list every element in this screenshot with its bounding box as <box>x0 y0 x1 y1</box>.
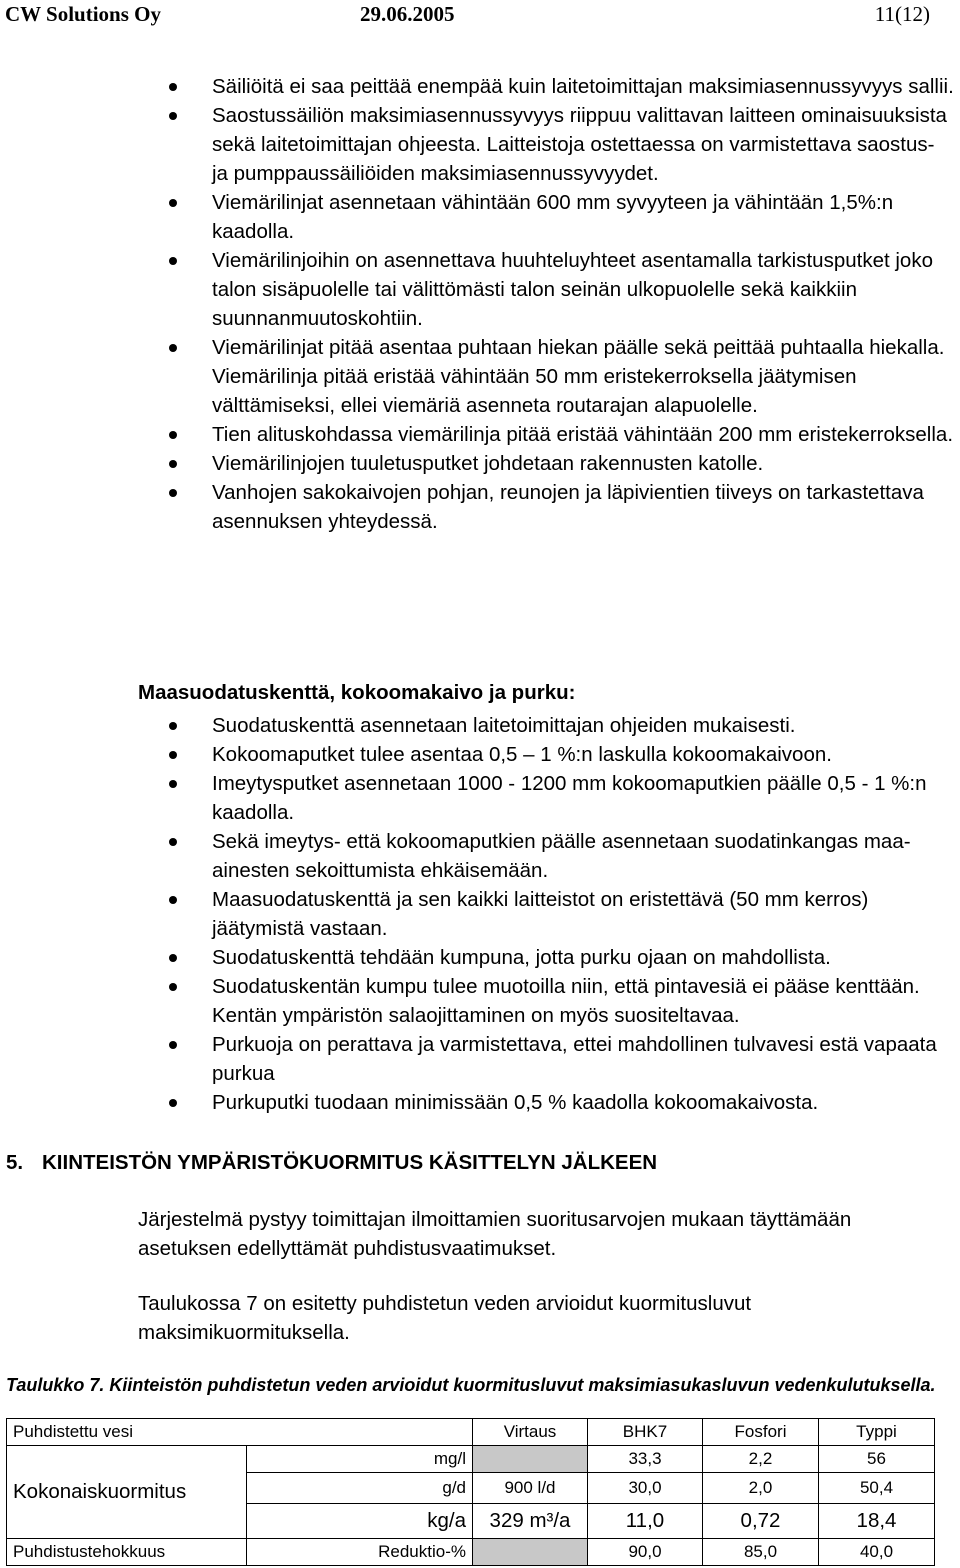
table-cell-unit: g/d <box>247 1473 473 1504</box>
bullet-icon <box>169 112 177 120</box>
bullet-icon <box>169 257 177 265</box>
paragraph: Järjestelmä pystyy toimittajan ilmoittamien suoritusarvojen mukaan täyttämään asetuksen edellyttämät puhdistusvaatimukset. <box>138 1208 852 1260</box>
table-cell: 2,2 <box>703 1446 819 1473</box>
bullet-icon <box>169 489 177 497</box>
bullet-icon <box>169 431 177 439</box>
table-cell-empty <box>473 1539 588 1566</box>
list-item: Suodatuskentän kumpu tulee muotoilla niin, että pintavesiä ei pääse kenttään. Kentän ympäristön salaojittaminen on myös suositeltavaa. <box>0 972 960 1030</box>
subsection-heading: Maasuodatuskenttä, kokoomakaivo ja purku: <box>138 681 576 704</box>
table-cell: 30,0 <box>588 1473 703 1504</box>
table-caption: Taulukko 7. Kiinteistön puhdistetun veden arvioidut kuormitusluvut maksimiasukasluvun vedenkulutuksella. <box>6 1375 936 1395</box>
load-table <box>6 1418 935 1566</box>
bullet-icon <box>169 954 177 962</box>
list-item: Viemärilinjat pitää asentaa puhtaan hiekan päälle sekä peittää puhtaalla hiekalla. Viemärilinja pitää eristää vähintään 50 mm eristekerroksella jäätymisen välttämiseksi, ellei viemäriä asenneta routarajan alapuolelle. <box>0 333 960 420</box>
list-item: Viemärilinjojen tuuletusputket johdetaan rakennusten katolle. <box>0 449 960 478</box>
table-cell-unit: Reduktio-% <box>247 1539 473 1566</box>
bullet-icon <box>169 344 177 352</box>
installation-bullet-list <box>0 72 960 536</box>
table-header-cell: Puhdistettu vesi <box>7 1419 473 1446</box>
list-item: Suodatuskenttä tehdään kumpuna, jotta purku ojaan on mahdollista. <box>0 943 960 972</box>
table-header-cell: BHK7 <box>588 1419 703 1446</box>
bullet-icon <box>169 1041 177 1049</box>
list-item: Vanhojen sakokaivojen pohjan, reunojen ja läpivientien tiiveys on tarkastettava asennuksen yhteydessä. <box>0 478 960 536</box>
table-cell-unit: mg/l <box>247 1446 473 1473</box>
paragraph: Taulukossa 7 on esitetty puhdistetun veden arvioidut kuormitusluvut maksimikuormituksella. <box>138 1292 752 1344</box>
list-item: Suodatuskenttä asennetaan laitetoimittajan ohjeiden mukaisesti. <box>0 711 960 740</box>
document-date: 29.06.2005 <box>360 2 455 26</box>
list-item: Maasuodatuskenttä ja sen kaikki laitteistot on eristettävä (50 mm kerros) jäätymistä vastaan. <box>0 885 960 943</box>
table-cell: 329 m³/a <box>473 1504 588 1539</box>
list-item: Imeytysputket asennetaan 1000 - 1200 mm kokoomaputkien päälle 0,5 - 1 %:n kaadolla. <box>0 769 960 827</box>
table-cell: 56 <box>819 1446 935 1473</box>
list-item: Kokoomaputket tulee asentaa 0,5 – 1 %:n laskulla kokoomakaivoon. <box>0 740 960 769</box>
table-cell: 40,0 <box>819 1539 935 1566</box>
page-header <box>0 0 960 30</box>
list-item: Säiliöitä ei saa peittää enempää kuin laitetoimittajan maksimiasennussyvyys sallii. <box>0 72 960 101</box>
table-header-cell: Virtaus <box>473 1419 588 1446</box>
bullet-icon <box>169 780 177 788</box>
table-cell: 11,0 <box>588 1504 703 1539</box>
list-item: Viemärilinjoihin on asennettava huuhteluyhteet asentamalla tarkistusputket joko talon sisäpuolelle tai välittömästi talon seinän ulkopuolelle sekä kaikkiin suunnanmuutoskohtiin. <box>0 246 960 333</box>
page-number: 11(12) <box>874 2 930 26</box>
table-cell: 0,72 <box>703 1504 819 1539</box>
table-header-row <box>7 1419 935 1446</box>
table-header-cell: Typpi <box>819 1419 935 1446</box>
bullet-icon <box>169 751 177 759</box>
section-heading <box>6 1151 657 1175</box>
table-cell: 50,4 <box>819 1473 935 1504</box>
list-item: Purkuoja on perattava ja varmistettava, ettei mahdollinen tulvavesi estä vapaata purkua <box>0 1030 960 1088</box>
bullet-icon <box>169 896 177 904</box>
table-row-label: Kokonaiskuormitus <box>7 1446 247 1539</box>
bullet-icon <box>169 83 177 91</box>
table-cell: 33,3 <box>588 1446 703 1473</box>
bullet-icon <box>169 199 177 207</box>
section-number: 5. <box>6 1151 24 1174</box>
bullet-icon <box>169 983 177 991</box>
table-cell: 900 l/d <box>473 1473 588 1504</box>
table-cell: 90,0 <box>588 1539 703 1566</box>
table-cell: 85,0 <box>703 1539 819 1566</box>
table-cell: 2,0 <box>703 1473 819 1504</box>
list-item: Tien alituskohdassa viemärilinja pitää eristää vähintään 200 mm eristekerroksella. <box>0 420 960 449</box>
bullet-icon <box>169 838 177 846</box>
list-item: Purkuputki tuodaan minimissään 0,5 % kaadolla kokoomakaivosta. <box>0 1088 960 1117</box>
bullet-icon <box>169 1099 177 1107</box>
bullet-icon <box>169 722 177 730</box>
table-row <box>7 1539 935 1566</box>
list-item: Sekä imeytys- että kokoomaputkien päälle asennetaan suodatinkangas maa-ainesten sekoittumista ehkäisemään. <box>0 827 960 885</box>
table-row-label: Puhdistustehokkuus <box>7 1539 247 1566</box>
company-name: CW Solutions Oy <box>5 2 161 26</box>
table-row <box>7 1446 935 1473</box>
table-cell: 18,4 <box>819 1504 935 1539</box>
bullet-icon <box>169 460 177 468</box>
list-item: Saostussäiliön maksimiasennussyvyys riippuu valittavan laitteen ominaisuuksista sekä laitetoimittajan ohjeesta. Laitteistoja ostettaessa on varmistettava saostus- ja pumppaussäiliöiden maksimiasennussyvyydet. <box>0 101 960 188</box>
table-cell-unit: kg/a <box>247 1504 473 1539</box>
table-header-cell: Fosfori <box>703 1419 819 1446</box>
table-cell-empty <box>473 1446 588 1473</box>
section-title: KIINTEISTÖN YMPÄRISTÖKUORMITUS KÄSITTELYN JÄLKEEN <box>42 1151 658 1174</box>
filter-field-bullet-list <box>0 711 960 1117</box>
list-item: Viemärilinjat asennetaan vähintään 600 mm syvyyteen ja vähintään 1,5%:n kaadolla. <box>0 188 960 246</box>
